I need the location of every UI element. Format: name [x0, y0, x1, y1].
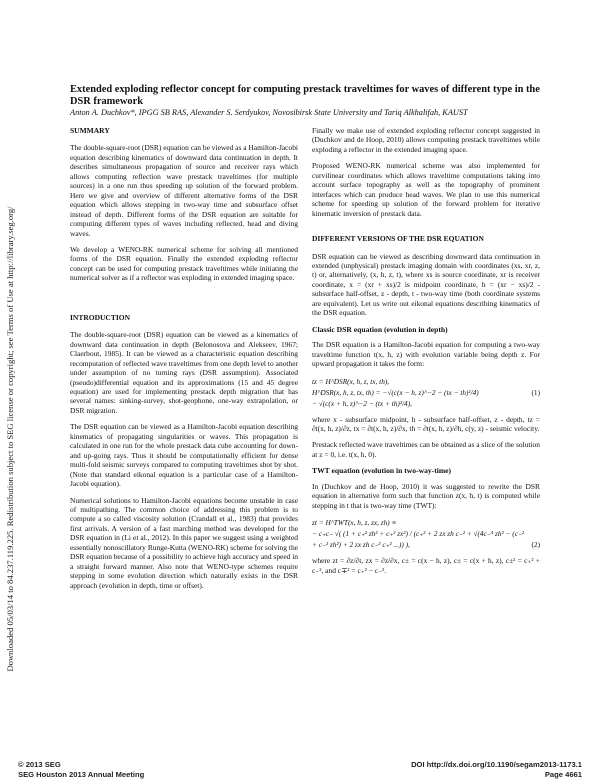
equation-2	[312, 517, 540, 550]
doi-link[interactable]: DOI http://dx.doi.org/10.1190/segam2013-1173.1	[411, 760, 582, 770]
intro-paragraph-3: Numerical solutions to Hamilton-Jacobi equations become unstable in case of multipathing. The common choice of addressing this problem is to compute a so called viscosity solution (Crandall et al., 1983) that provides first arrivals. A version of a fast marching method was developed for the DSR equation in (Li et al., 2012). In this paper we suggest using a weighted essentially nonoscillatory Runge-Kutta (WENO-RK) scheme for solving the DSR equation because of a possibility to achieve high accuracy and speed in a straight forward manner. Also note that WENO-type schemes require stepping in some evolution direction which naturally exists in the DSR approach (evolution in depth, time or offset).	[70, 496, 298, 591]
equation-2-line-1: zt = H^TWT(x, h, z, zx, zh) ≡	[312, 517, 540, 528]
twt-heading: TWT equation (evolution in two-way-time)	[312, 466, 540, 475]
summary-paragraph-1: The double-square-root (DSR) equation can be viewed as a Hamilton-Jacobi equation describing kinematics of downward data continuation in depth. It describes simultaneous propagation of source and receiver rays which allows computing reflection wave prestack traveltimes (for multiple sources) in a one run thus speeding up solution of the forward problem. Here we give and overview of different alternative forms of the DSR equation which allows stepping in two-way time and subsurface offset instead of depth. Different forms of the DSR equation are suitable for computing different types of waves including reflected, head and diving waves.	[70, 143, 298, 238]
copyright: © 2013 SEG	[18, 760, 144, 770]
equation-2-line-2: − c₊c₋ √( (1 + c₊² zh² + c₊² zx²) / (c₊² + 2 zx zh c₋² + √(4c₋⁴ zh² − (c₋² + c₋² zh²) + 2 zx zh c₋² c₊² ...)) ),	[312, 528, 540, 550]
versions-heading: DIFFERENT VERSIONS OF THE DSR EQUATION	[312, 234, 540, 243]
footer-left	[18, 760, 144, 779]
equation-1-line-1: tz = H^DSR(x, h, z, tx, th),	[312, 376, 540, 387]
right-paragraph-1: Finally we make use of extended exploding reflector concept suggested in (Duchkov and de Hoop, 2010) allows computing prestack traveltimes while exploding a reflector in the extended imaging space.	[312, 126, 540, 154]
equation-1	[312, 376, 540, 409]
right-paragraph-2: Proposed WENO-RK numerical scheme was also implemented for curvilinear coordinates which allows traveltime computations taking into account surface topography as well as the topography of prominent interfaces which can produce head waves. We plan to use this numerical scheme for speeding up solution of the forward problem for iterative kinematic inversion of prestack data.	[312, 161, 540, 218]
right-paragraph-3: DSR equation can be viewed as describing downward data continuation in extended (unphysical) prestack imaging domain with coordinates (xs, xr, z, t) or, alternatively, (x, h, z, t), where xs is source coordinate, xr is receiver coordinate, x = (xr + xs)/2 is midpoint coordinate, h = (xr − xs)/2 - subsurface half-offset, z - depth, t - two-way time (both coordinate systems are equivalent). Let us write out eikonal equations describing kinematics of the DSR equation.	[312, 252, 540, 318]
footer-right	[411, 760, 582, 779]
introduction-heading: INTRODUCTION	[70, 313, 298, 322]
paper-title: Extended exploding reflector concept for computing prestack traveltimes for waves of different type in the DSR framework	[70, 84, 540, 108]
equation-1-line-2: H^DSR(x, h, z, tx, th) = −√(c(x − h, z)^−2 − (tx − th)²/4)	[312, 387, 540, 398]
right-paragraph-7: In (Duchkov and de Hoop, 2010) it was suggested to rewrite the DSR equation in alternative form such that function z(x, h, t) is computed while stepping in t that is two-way time (TWT):	[312, 482, 540, 510]
right-paragraph-8: where zt = ∂z/∂t, zx = ∂z/∂x, c± = c(x − h, z), c± = c(x + h, z), c±² = c₊² + c₋², and c∓² = c₊² − c₋².	[312, 556, 540, 575]
download-notice-text: Downloaded 05/03/14 to 84.237.119.225. Redistribution subject to SEG license or copyright; see Terms of Use at http://library.seg.org/	[3, 119, 17, 759]
equation-2-number: (2)	[531, 539, 540, 550]
classic-dsr-heading: Classic DSR equation (evolution in depth)	[312, 325, 540, 334]
summary-heading: SUMMARY	[70, 126, 298, 135]
download-notice	[2, 120, 16, 760]
equation-1-number: (1)	[531, 387, 540, 398]
author-line: Anton A. Duchkov*, IPGG SB RAS, Alexander S. Serdyukov, Novosibirsk State University and Tariq Alkhalifah, KAUST	[70, 108, 540, 118]
left-column	[70, 126, 298, 597]
summary-paragraph-2: We develop a WENO-RK numerical scheme for solving all mentioned forms of the DSR equation. Finally the extended exploding reflector concept can be used for computing prestack traveltimes while initiating the numerical solver as if a reflector was exploding in extended imaging space.	[70, 245, 298, 283]
right-column	[312, 126, 540, 582]
right-paragraph-6: Prestack reflected wave traveltimes can be obtained as a slice of the solution at z = 0, i.e. t(x, h, 0).	[312, 440, 540, 459]
intro-paragraph-1: The double-square-root (DSR) equation can be viewed as a kinematics of downward data continuation in depth (Belonosova and Alekseev, 1967; Claerbout, 1985). It can be viewed as a characteristic equation describing recomputation of reflected wave traveltimes from one depth level to another under assumption of no turning rays (DSR assumption). Associated (pseudo)differential equation and its approximations (15 and 45 degree equation) are used for implementing prestack depth migration that has several names: sinking-survey, shot-geophone, one-way extrapolation, or DSR migration.	[70, 330, 298, 415]
right-paragraph-4: The DSR equation is a Hamilton-Jacobi equation for computing a two-way traveltime function t(x, h, z) with evolution variable being depth z. For upward propagation it takes the form:	[312, 340, 540, 368]
right-paragraph-5: where x - subsurface midpoint, h - subsurface half-offset, z - depth, tz = ∂t(x, h, z)/∂z, tx = ∂t(x, h, z)/∂x, th = ∂t(x, h, z)/∂h, c(y, z) - seismic velocity.	[312, 415, 540, 434]
equation-1-line-3: − √(c(x + h, z)^−2 − (tx + th)²/4),	[312, 398, 540, 409]
page-number: Page 4661	[411, 770, 582, 779]
intro-paragraph-2: The DSR equation can be viewed as a Hamilton-Jacobi equation describing kinematics of propagating singularities or waves. This propagation is calculated in one run for the whole prestack data cube accounting for down- and up-going rays. Thus it should be computationally efficient for dense multi-fold seismic surveys compared to computing traveltimes shot by shot. (Note that standard eikonal equation is a particular case of a Hamilton-Jacobi equation).	[70, 422, 298, 488]
meeting-name: SEG Houston 2013 Annual Meeting	[18, 770, 144, 779]
